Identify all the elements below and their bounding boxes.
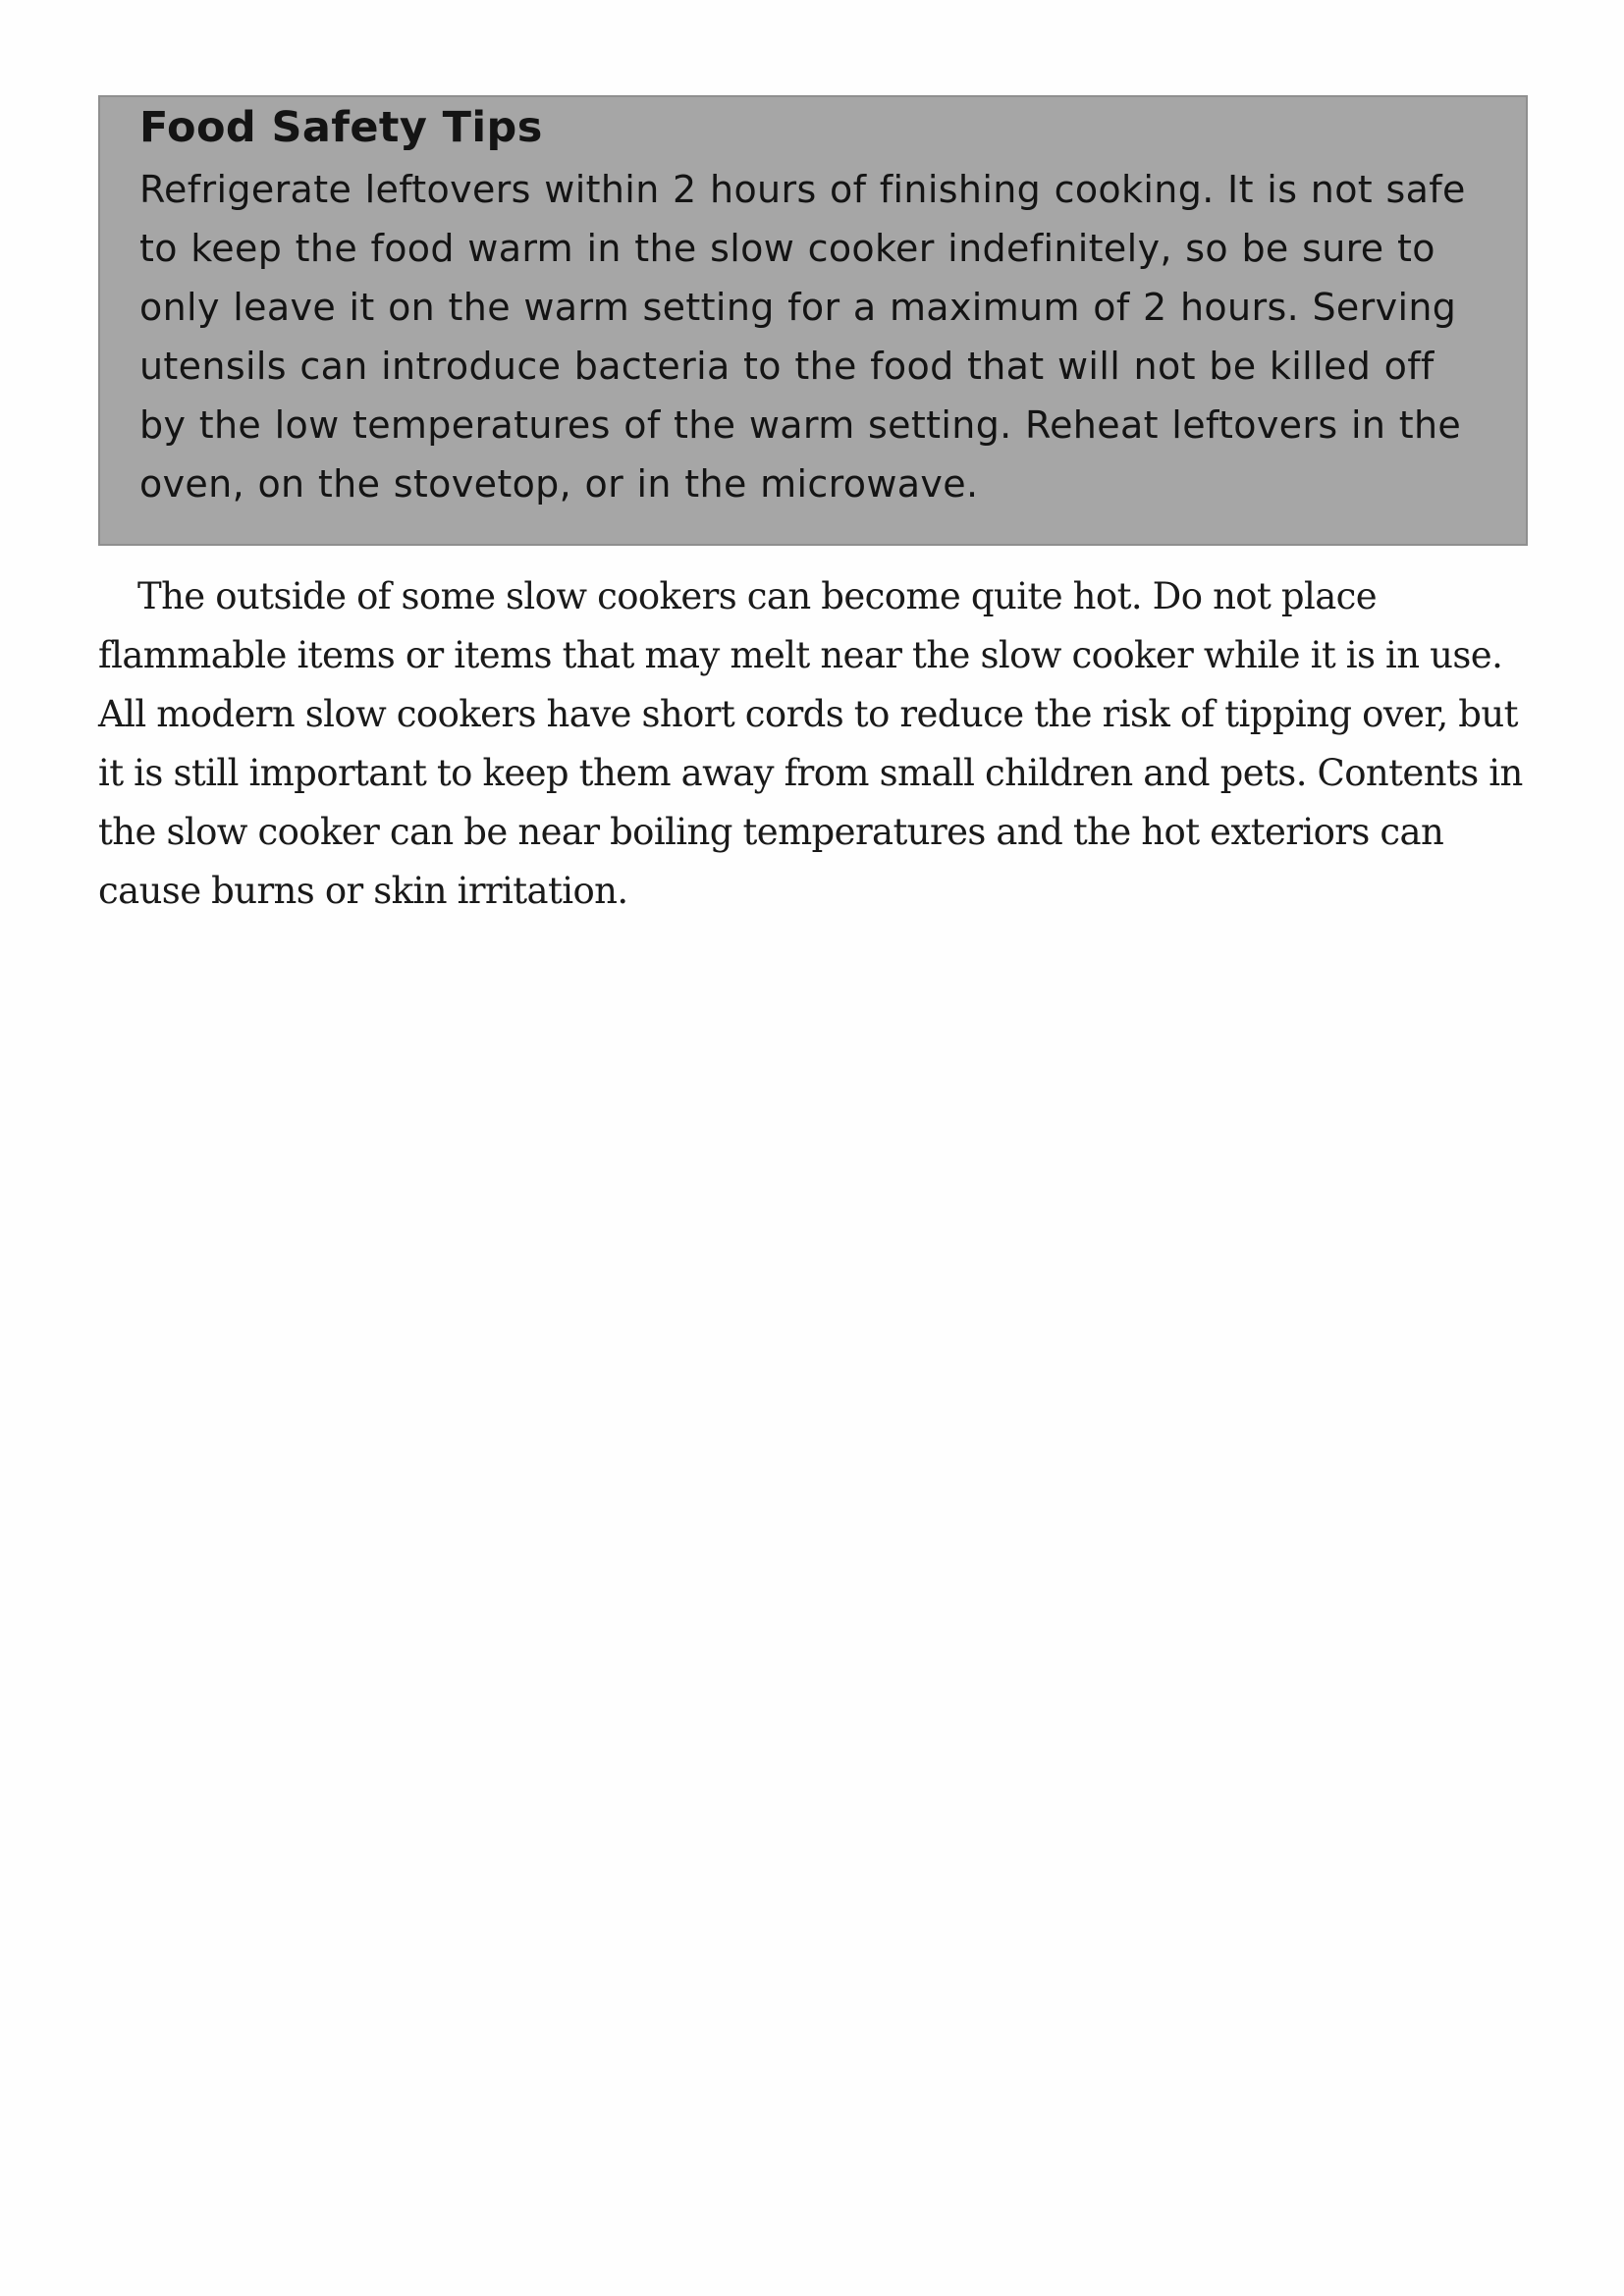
body-paragraph: The outside of some slow cookers can become quite hot. Do not place flammable items or items that may melt near the slow cooker while it is in use. All modern slow cookers have short cords to reduce the risk of tipping over, but it is still important to keep them away from small children and pets. Contents in the slow cooker can be near boiling temperatures and the hot exteriors can cause burns or skin irritation. xyxy=(98,575,1523,912)
tip-box-body: Refrigerate leftovers within 2 hours of finishing cooking. It is not safe to keep the food warm in the slow cooker indefinitely, so be sure to only leave it on the warm setting for a maximum of 2 hours. Serving utensils can introduce bacteria to the food that will not be killed off by the low temperatures of the warm setting. Reheat leftovers in the oven, on the stovetop, or in the microwave. xyxy=(139,168,1466,506)
tip-box-title: Food Safety Tips xyxy=(139,103,543,152)
food-safety-tip-box xyxy=(98,95,1528,546)
